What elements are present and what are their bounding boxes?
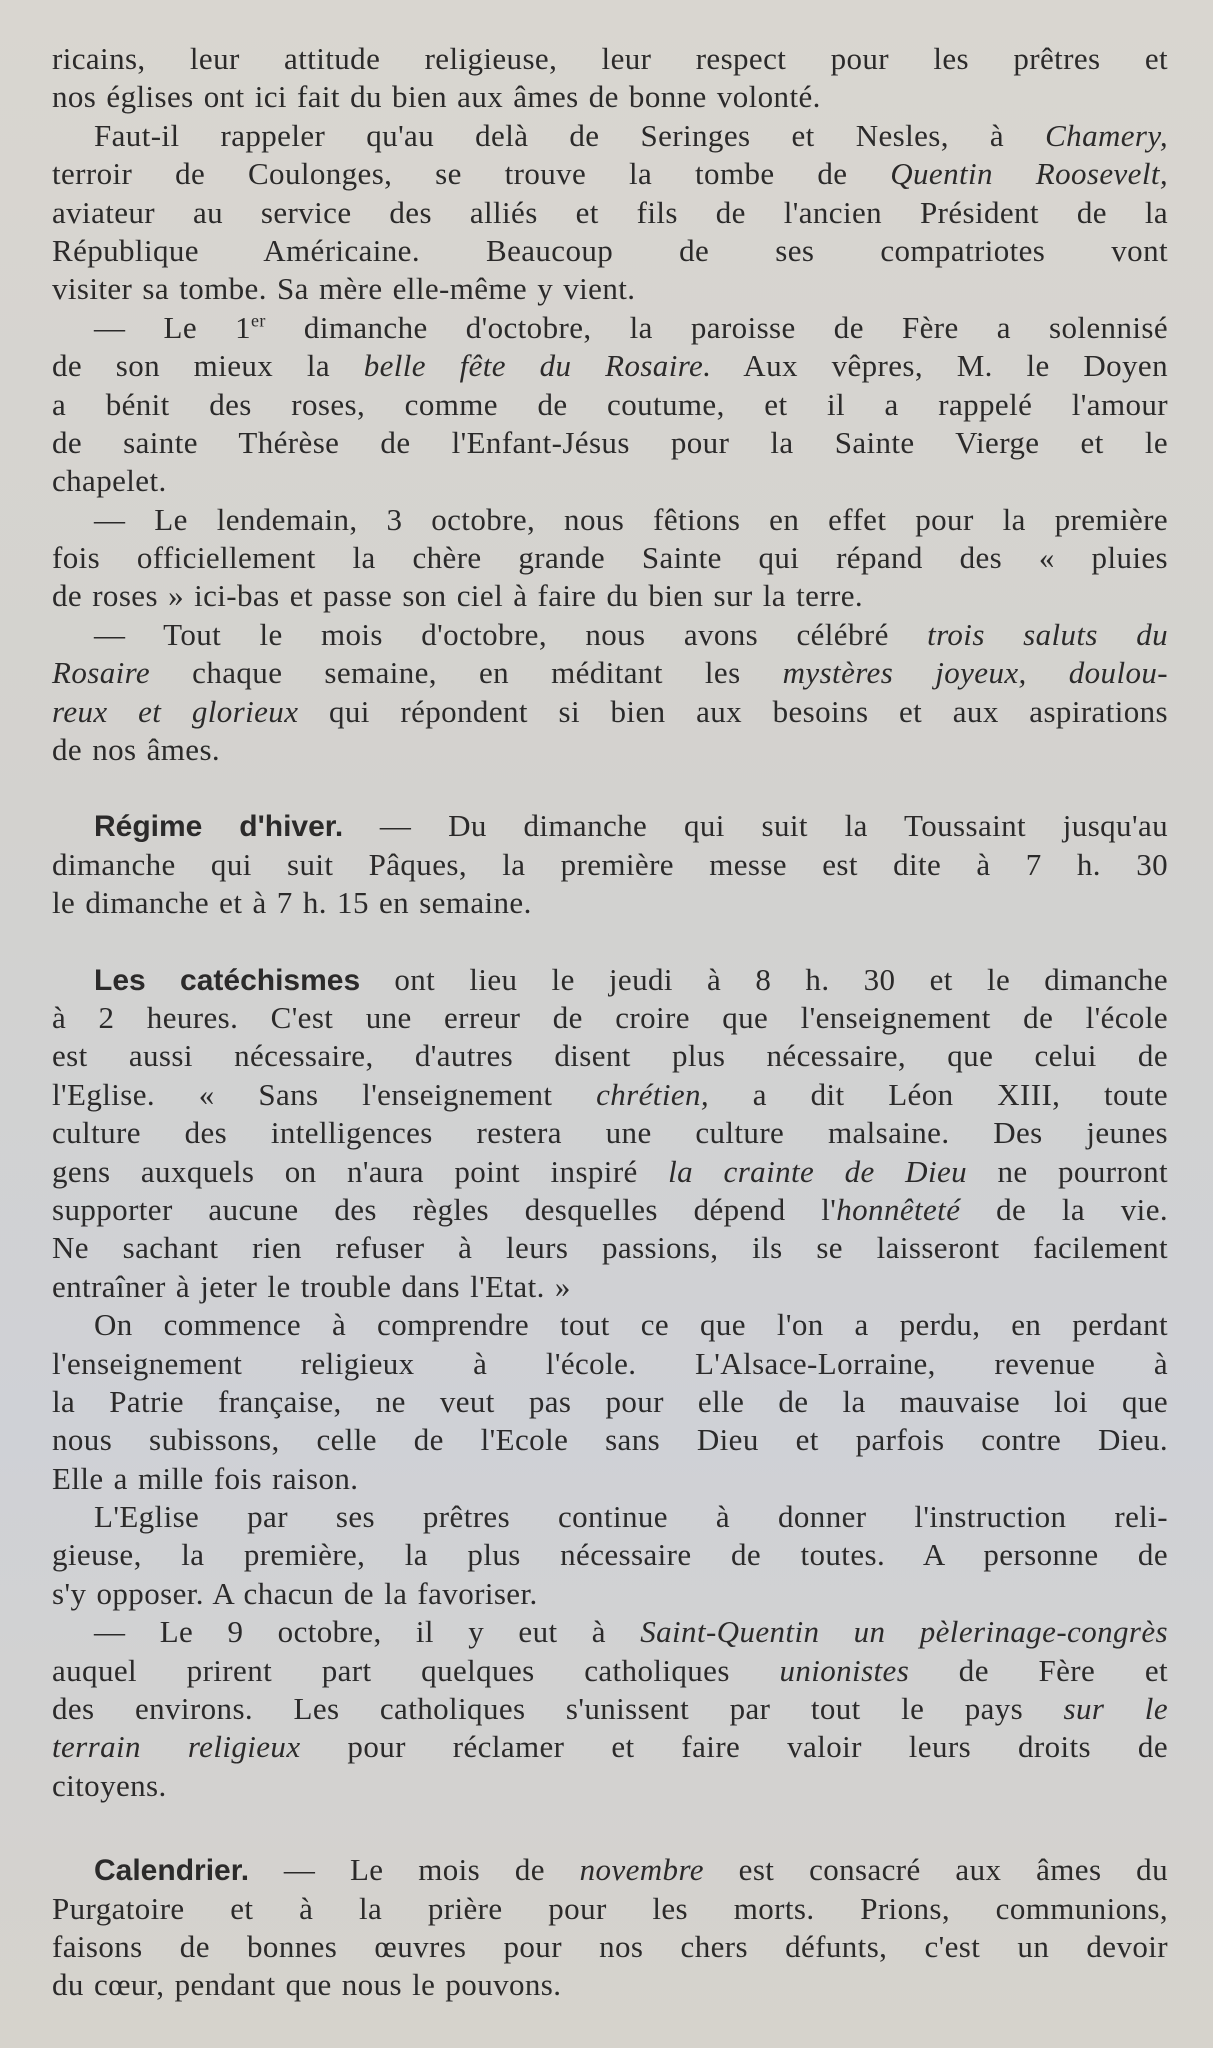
section-gap bbox=[52, 923, 1168, 961]
text-run: ricains, leur attitude religieuse, leur respect pour les prêtres et bbox=[52, 41, 1168, 76]
text-line bbox=[52, 731, 1168, 769]
italic-text: sur le bbox=[1063, 1691, 1168, 1727]
italic-text: belle fête du Rosaire. bbox=[363, 348, 712, 384]
text-run: des environs. Les catholiques s'unissent par tout le pays bbox=[52, 1691, 1064, 1727]
text-line bbox=[52, 1076, 1168, 1114]
text-line bbox=[52, 117, 1168, 155]
text-line bbox=[52, 1613, 1168, 1651]
text-run: terroir de Coulonges, se trouve la tombe de bbox=[52, 156, 891, 192]
italic-text: Quentin Roosevelt, bbox=[890, 156, 1169, 192]
text-run: — Le lendemain, 3 octobre, nous fêtions en effet pour la première bbox=[94, 501, 1168, 537]
text-line bbox=[52, 654, 1168, 692]
text-line bbox=[52, 1690, 1168, 1728]
text-line bbox=[52, 1498, 1168, 1536]
section-gap bbox=[52, 769, 1168, 807]
text-run: Ne sachant rien refuser à leurs passions, ils se laisseront facilement bbox=[52, 1230, 1168, 1266]
text-line bbox=[52, 232, 1168, 270]
text-run: de roses » ici-bas et passe son ciel à faire du bien sur la terre. bbox=[52, 578, 864, 614]
text-line bbox=[52, 424, 1168, 462]
text-run: — Du dimanche qui suit la Toussaint jusqu'au bbox=[343, 808, 1169, 844]
text-section bbox=[52, 1851, 1168, 2005]
italic-text: honnêteté bbox=[836, 1191, 961, 1227]
text-run: Aux vêpres, M. le Doyen bbox=[711, 348, 1168, 384]
text-line bbox=[52, 1966, 1168, 2004]
text-line bbox=[52, 807, 1168, 845]
text-line bbox=[52, 501, 1168, 539]
italic-text: trois saluts du bbox=[927, 616, 1168, 652]
text-run: de la vie. bbox=[960, 1191, 1169, 1227]
text-line bbox=[52, 577, 1168, 615]
text-run: — Le mois de bbox=[249, 1852, 580, 1888]
text-run: a bénit des roses, comme de coutume, et il a rappelé l'amour bbox=[52, 386, 1168, 422]
italic-text: Saint-Quentin un pèlerinage-congrès bbox=[640, 1614, 1168, 1650]
text-run: l'Eglise. « Sans l'enseignement bbox=[52, 1076, 597, 1112]
text-run: gieuse, la première, la plus nécessaire de toutes. A personne de bbox=[52, 1537, 1168, 1573]
text-line bbox=[52, 1306, 1168, 1344]
text-run: dimanche d'octobre, la paroisse de Fère a solennisé bbox=[265, 309, 1168, 345]
section-gap bbox=[52, 1805, 1168, 1851]
italic-text: terrain religieux bbox=[52, 1729, 301, 1765]
text-run: chapelet. bbox=[52, 463, 167, 499]
text-line bbox=[52, 1851, 1168, 1889]
text-line bbox=[52, 999, 1168, 1037]
text-run: fois officiellement la chère grande Sainte qui répand des « pluies bbox=[52, 540, 1168, 576]
text-run: Elle a mille fois raison. bbox=[52, 1460, 359, 1496]
text-line bbox=[52, 1767, 1168, 1805]
text-run: ont lieu le jeudi à 8 h. 30 et le dimanche bbox=[360, 961, 1168, 997]
text-run: est consacré aux âmes du bbox=[703, 1852, 1168, 1888]
text-line bbox=[52, 1890, 1168, 1928]
text-line bbox=[52, 78, 1168, 116]
italic-text: chrétien, bbox=[596, 1076, 710, 1112]
text-run: er bbox=[251, 310, 266, 331]
text-run: de nos âmes. bbox=[52, 732, 221, 768]
text-run: culture des intelligences restera une culture malsaine. Des jeunes bbox=[52, 1115, 1168, 1151]
text-line bbox=[52, 155, 1168, 193]
text-run: On commence à comprendre tout ce que l'on a perdu, en perdant bbox=[94, 1307, 1168, 1343]
text-line bbox=[52, 616, 1168, 654]
text-run: nous subissons, celle de l'Ecole sans Dieu et parfois contre Dieu. bbox=[52, 1422, 1168, 1458]
italic-text: mystères joyeux, doulou- bbox=[782, 655, 1168, 691]
italic-text: Chamery, bbox=[1045, 117, 1168, 153]
text-line bbox=[52, 961, 1168, 999]
text-run: aviateur au service des alliés et fils de l'ancien Président de la bbox=[52, 194, 1168, 230]
text-run: visiter sa tombe. Sa mère elle-même y vient. bbox=[52, 271, 636, 307]
text-run: L'Eglise par ses prêtres continue à donner l'instruction reli- bbox=[94, 1499, 1168, 1535]
text-run: — Le 1 bbox=[94, 309, 252, 345]
text-line bbox=[52, 194, 1168, 232]
text-run: le dimanche et à 7 h. 15 en semaine. bbox=[52, 885, 532, 921]
text-line bbox=[52, 846, 1168, 884]
italic-text: reux et glorieux bbox=[52, 693, 299, 729]
italic-text: la crainte de Dieu bbox=[668, 1153, 968, 1189]
text-line bbox=[52, 1383, 1168, 1421]
text-run: l'enseignement religieux à l'école. L'Alsace-Lorraine, revenue à bbox=[52, 1345, 1168, 1381]
text-run: de Fère et bbox=[909, 1652, 1169, 1688]
text-line bbox=[52, 884, 1168, 922]
text-line bbox=[52, 270, 1168, 308]
text-run: Faut-il rappeler qu'au delà de Seringes et Nesles, à bbox=[94, 117, 1046, 153]
text-line bbox=[52, 1928, 1168, 1966]
text-section bbox=[52, 961, 1168, 1806]
text-line bbox=[52, 1575, 1168, 1613]
text-line bbox=[52, 309, 1168, 347]
text-run: dimanche qui suit Pâques, la première messe est dite à 7 h. 30 bbox=[52, 846, 1168, 882]
text-line bbox=[52, 1191, 1168, 1229]
text-run: République Américaine. Beaucoup de ses compatriotes vont bbox=[52, 232, 1168, 268]
text-run: entraîner à jeter le trouble dans l'Etat. » bbox=[52, 1268, 571, 1304]
text-line bbox=[52, 462, 1168, 500]
text-run: a dit Léon XIII, toute bbox=[709, 1076, 1168, 1112]
text-line bbox=[52, 386, 1168, 424]
text-line bbox=[52, 1728, 1168, 1766]
text-run: chaque semaine, en méditant les bbox=[150, 655, 783, 691]
text-run: de son mieux la bbox=[52, 348, 364, 384]
text-line bbox=[52, 347, 1168, 385]
section-heading: Calendrier. bbox=[94, 1854, 250, 1888]
text-line bbox=[52, 40, 1168, 78]
text-line bbox=[52, 539, 1168, 577]
text-run: la Patrie française, ne veut pas pour elle de la mauvaise loi que bbox=[52, 1383, 1168, 1419]
text-run: gens auxquels on n'aura point inspiré bbox=[52, 1153, 669, 1189]
text-run: qui répondent si bien aux besoins et aux aspirations bbox=[298, 693, 1169, 729]
text-run: nos églises ont ici fait du bien aux âmes de bonne volonté. bbox=[52, 79, 821, 115]
text-line bbox=[52, 1345, 1168, 1383]
text-run: faisons de bonnes œuvres pour nos chers défunts, c'est un devoir bbox=[52, 1928, 1168, 1964]
text-run: ne pourront bbox=[967, 1153, 1168, 1189]
text-run: — Tout le mois d'octobre, nous avons célébré bbox=[94, 616, 928, 652]
text-section bbox=[52, 807, 1168, 922]
text-run: à 2 heures. C'est une erreur de croire que l'enseignement de l'école bbox=[52, 999, 1168, 1035]
text-run: du cœur, pendant que nous le pouvons. bbox=[52, 1967, 562, 2003]
italic-text: novembre bbox=[579, 1852, 704, 1888]
text-line bbox=[52, 1153, 1168, 1191]
text-run: supporter aucune des règles desquelles dépend l' bbox=[52, 1191, 837, 1227]
text-run: de sainte Thérèse de l'Enfant-Jésus pour la Sainte Vierge et le bbox=[52, 424, 1168, 460]
text-line bbox=[52, 1536, 1168, 1574]
text-run: pour réclamer et faire valoir leurs droits de bbox=[300, 1729, 1168, 1765]
text-run: citoyens. bbox=[52, 1767, 167, 1803]
text-run: s'y opposer. A chacun de la favoriser. bbox=[52, 1575, 538, 1611]
text-line bbox=[52, 1652, 1168, 1690]
document-page bbox=[52, 40, 1168, 2005]
section-heading: Régime d'hiver. bbox=[94, 810, 344, 844]
text-run: Purgatoire et à la prière pour les morts. Prions, communions, bbox=[52, 1890, 1168, 1926]
text-line bbox=[52, 1421, 1168, 1459]
text-run: — Le 9 octobre, il y eut à bbox=[94, 1614, 641, 1650]
text-line bbox=[52, 693, 1168, 731]
text-line bbox=[52, 1037, 1168, 1075]
section-heading: Les catéchismes bbox=[94, 963, 361, 997]
text-run: est aussi nécessaire, d'autres disent plus nécessaire, que celui de bbox=[52, 1038, 1168, 1074]
text-line bbox=[52, 1114, 1168, 1152]
text-line bbox=[52, 1268, 1168, 1306]
text-run: auquel prirent part quelques catholiques bbox=[52, 1652, 780, 1688]
text-line bbox=[52, 1460, 1168, 1498]
text-section bbox=[52, 40, 1168, 769]
italic-text: unionistes bbox=[779, 1652, 910, 1688]
text-line bbox=[52, 1229, 1168, 1267]
italic-text: Rosaire bbox=[52, 655, 151, 691]
